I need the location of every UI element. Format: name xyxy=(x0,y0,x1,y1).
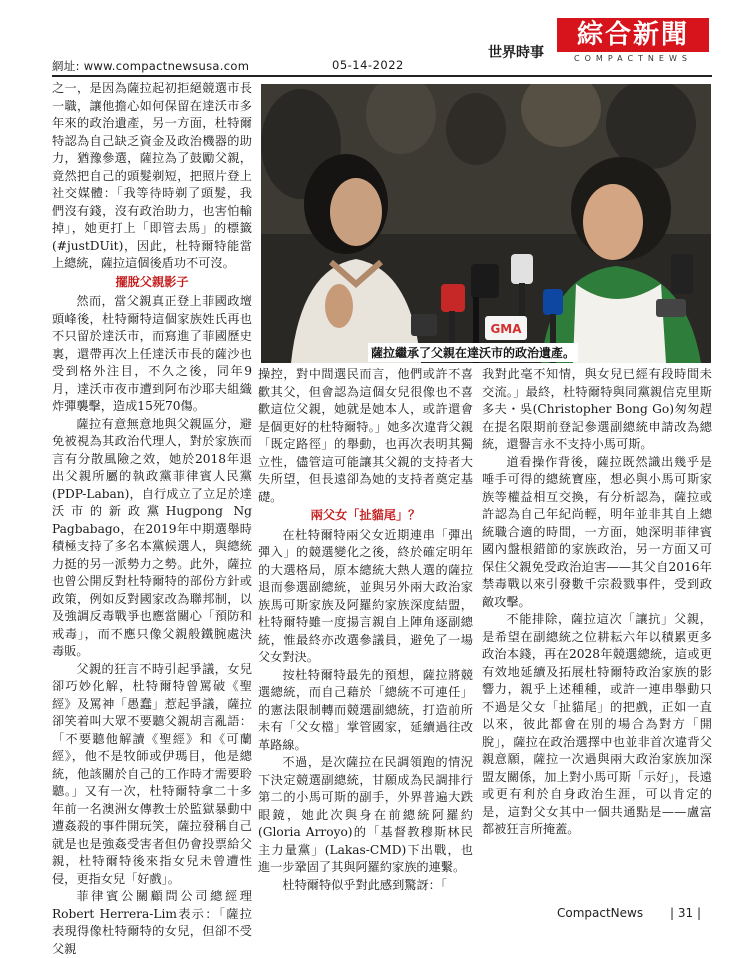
paragraph: 按杜特爾特最先的預想，薩拉將競選總統，而自己藉於「總統不可連任」的憲法限制轉而競選副總統，打造前所未有「父女檔」掌管國家，延續過往改革路線。 xyxy=(258,667,473,752)
header-rule xyxy=(52,75,712,77)
logo-chinese: 綜合新聞 xyxy=(557,18,709,52)
paragraph: 杜特爾特似乎對此感到驚訝：「 xyxy=(282,877,447,892)
subheading: 擺脫父親影子 xyxy=(115,274,189,289)
article-column-3 xyxy=(482,366,712,839)
article-column-2 xyxy=(258,366,473,894)
paragraph: 道看操作背後，薩拉既然識出幾乎是唾手可得的總統寶座，想必與小馬可斯家族等權益相互交換，有分析認為，薩拉或許認為自己年紀尚輕，明年並非其自上總統職合適的時間，一方面，她深明菲律賓國內盤根錯節的家族政治，另一方面又可保住父親免受政治迫害——其父自2016年禁毒戰以來引發數千宗殺戮事件，受到政敵攻擊。 xyxy=(482,454,712,609)
photo-caption: 薩拉繼承了父親在達沃市的政治遺產。 xyxy=(368,343,578,362)
site-url: 網址: www.compactnewsusa.com xyxy=(52,59,250,73)
logo-english: COMPACTNEWS xyxy=(574,54,692,63)
press-scrum-illustration xyxy=(261,84,711,363)
publication-logo xyxy=(557,18,709,64)
paragraph: 薩拉有意無意地與父親區分，避免被視為其政治代理人，對於家族而言有分散風險之效，她於2018年退出父親所屬的執政黨菲律賓人民黨(PDP-Laban)，自行成立了立足於達沃市的新政黨Hugpong Ng Pagbabago，在2019年中期選舉時積極支持了多名本黨候選人，與總統力挺的另一派勢力之勢。此外，薩拉也曾公開反對杜特爾特的部份方針或政策，例如反對國家改為聯邦制，以及強調反毒戰爭也應當關心「預防和戒毒」，而不應只像父親般鐵腕處決毒販。 xyxy=(52,416,252,658)
section-title: 世界時事 xyxy=(488,45,544,61)
news-photo xyxy=(261,84,711,363)
page-number: | 31 | xyxy=(670,906,701,920)
paragraph: 不能排除，薩拉這次「讓抗」父親，是希望在副總統之位耕耘六年以積累更多政治本錢，再在2028年競選總統，這或更有效地延續及拓展杜特爾特政治家族的影響力，親乎上述種種，或許一連串舉動只不過是父女「扯貓尾」的把戲，正如一直以來，彼此都會在別的場合為對方「開脫」，薩拉在政治選擇中也並非首次違背父親意願，薩拉一次過與兩大政治家族加深盟友關係，加上對小馬可斯「示好」，長遠或更有利於自身政治生涯，可以肯定的是，這對父女其中一個共通點是——盧富都被狂言所掩蓋。 xyxy=(482,612,712,836)
paragraph: 之一，是因為薩拉起初拒絕競選市長一職，讓他擔心如何保留在達沃市多年來的政治遺產，另一方面，杜特爾特認為自己缺乏資金及政治機器的助力，猶豫參選，薩拉為了鼓勵父親，竟然把自己的頭髮剃短，把照片登上社交媒體：「我等待時剃了頭髮，我們沒有錢，沒有政治助力，也害怕輸掉」，她更打上「即管去馬」的標籤(#justDUit)，因此，杜特爾特能當上總統，薩拉這個後盾功不可沒。 xyxy=(52,81,252,270)
paragraph: 不過，是次薩拉在民調領跑的情況下決定競選副總統，甘願成為民調排行第二的小馬可斯的副手，外界普遍大跌眼鏡，她此次與身在前總統阿羅約(Gloria Arroyo)的「基督教穆斯林民主力量黨」(Lakas-CMD)下出戰，也進一步鞏固了其與阿羅約家族的連繫。 xyxy=(258,755,473,874)
mic-flag-label: GMA xyxy=(490,322,522,336)
paragraph: 菲律賓公關顧問公司總經理Robert Herrera-Lim表示：「薩拉表現得像杜特爾特的女兒，但卻不受父親 xyxy=(52,889,252,956)
paragraph: 父親的狂言不時引起爭議，女兒卻巧妙化解，杜特爾特曾罵破《聖經》及罵神「愚蠢」惹起爭議，薩拉卻笑着叫大眾不要聽父親胡言亂語：「不要聽他解讀《聖經》和《可蘭經》，他不是牧師或伊瑪目，他是總統，他該關於自己的工作時才需要聆聽。」又有一次，杜特爾特拿二十多年前一名澳洲女傳教士於監獄暴動中遭姦殺的事件開玩笑，薩拉發稱自己就是也是強姦受害者但仍會投票給父親，杜特爾特後來指女兒未曾遭性侵，更指女兒「好戲」。 xyxy=(52,661,252,886)
paragraph: 我對此毫不知情，與女兒已經有段時間未交流。」最終，杜特爾特與同黨親信克里斯多夫・吳(Christopher Bong Go)匆匆趕在提名限期前登記參選副總統申請改為總統，還譽言永不支持小馬可斯。 xyxy=(482,367,712,451)
issue-date: 05-14-2022 xyxy=(332,58,404,72)
page-header xyxy=(0,0,738,80)
paragraph: 操控，對中間選民而言，他們或許不喜歡其父，但會認為這個女兒很像也不喜歡這位父親，她就是她本人，或許還會是個更好的杜特爾特。」她多次違背父親「既定路徑」的舉動，也再次表明其獨立性，儘管這可能讓其父親的支持者大失所望，但長遠卻為她的支持者奠定基礎。 xyxy=(258,367,473,504)
article-column-1 xyxy=(52,80,252,958)
paragraph: 在杜特爾特兩父女近期連串「彈出彈入」的競選變化之後，終於確定明年的大選格局，原本總統大熱人選的薩拉退而參選副總統，並與另外兩大政治家族馬可斯家族及阿羅約家族深度結盟，杜特爾特雖一度揚言親自上陣角逐副總統，惟最終亦改選參議員，避免了一場父女對決。 xyxy=(258,527,473,664)
paragraph: 然而，當父親真正登上菲國政壇頭峰後，杜特爾特這個家族姓氏再也不只留於達沃市，而寫進了菲國歷史裏，還帶再次上任達沃市長的薩沙也受到格外注目，不久之後，同年9月，達沃市夜市遭到阿布沙耶夫組織炸彈襲擊，造成15死70傷。 xyxy=(52,294,252,413)
footer-brand: CompactNews xyxy=(557,906,644,920)
subheading: 兩父女「扯貓尾」？ xyxy=(310,508,421,522)
